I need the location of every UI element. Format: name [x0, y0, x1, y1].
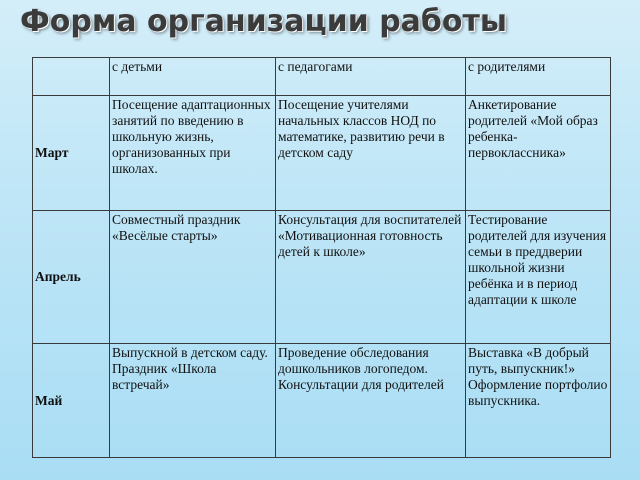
row-header-may: Май: [33, 344, 110, 458]
cell-may-teachers: Проведение обследования дошкольников логопедом. Консультации для родителей: [276, 344, 466, 458]
cell-march-children: Посещение адаптационных занятий по введению в школьную жизнь, организованных при школах.: [110, 96, 276, 211]
cell-may-children: Выпускной в детском саду. Праздник «Школа встречай»: [110, 344, 276, 458]
table-row-april: [33, 211, 611, 344]
work-plan-table: [32, 57, 611, 458]
header-corner-cell: [33, 58, 110, 96]
cell-april-parents: Тестирование родителей для изучения семьи в преддверии школьной жизни ребёнка и в период адаптации к школе: [466, 211, 611, 344]
cell-march-parents: Анкетирование родителей «Мой образ ребенка-первоклассника»: [466, 96, 611, 211]
column-header-parents: с родителями: [466, 58, 611, 96]
column-header-children: с детьми: [110, 58, 276, 96]
table-header-row: [33, 58, 611, 96]
table-row-march: [33, 96, 611, 211]
row-header-march: Март: [33, 96, 110, 211]
cell-april-children: Совместный праздник «Весёлые старты»: [110, 211, 276, 344]
row-header-april: Апрель: [33, 211, 110, 344]
cell-march-teachers: Посещение учителями начальных классов НОД по математике, развитию речи в детском саду: [276, 96, 466, 211]
cell-april-teachers: Консультация для воспитателей «Мотивационная готовность детей к школе»: [276, 211, 466, 344]
cell-may-parents: Выставка «В добрый путь, выпускник!» Оформление портфолио выпускника.: [466, 344, 611, 458]
table-row-may: [33, 344, 611, 458]
page-title: Форма организации работы: [20, 4, 507, 39]
column-header-teachers: с педагогами: [276, 58, 466, 96]
